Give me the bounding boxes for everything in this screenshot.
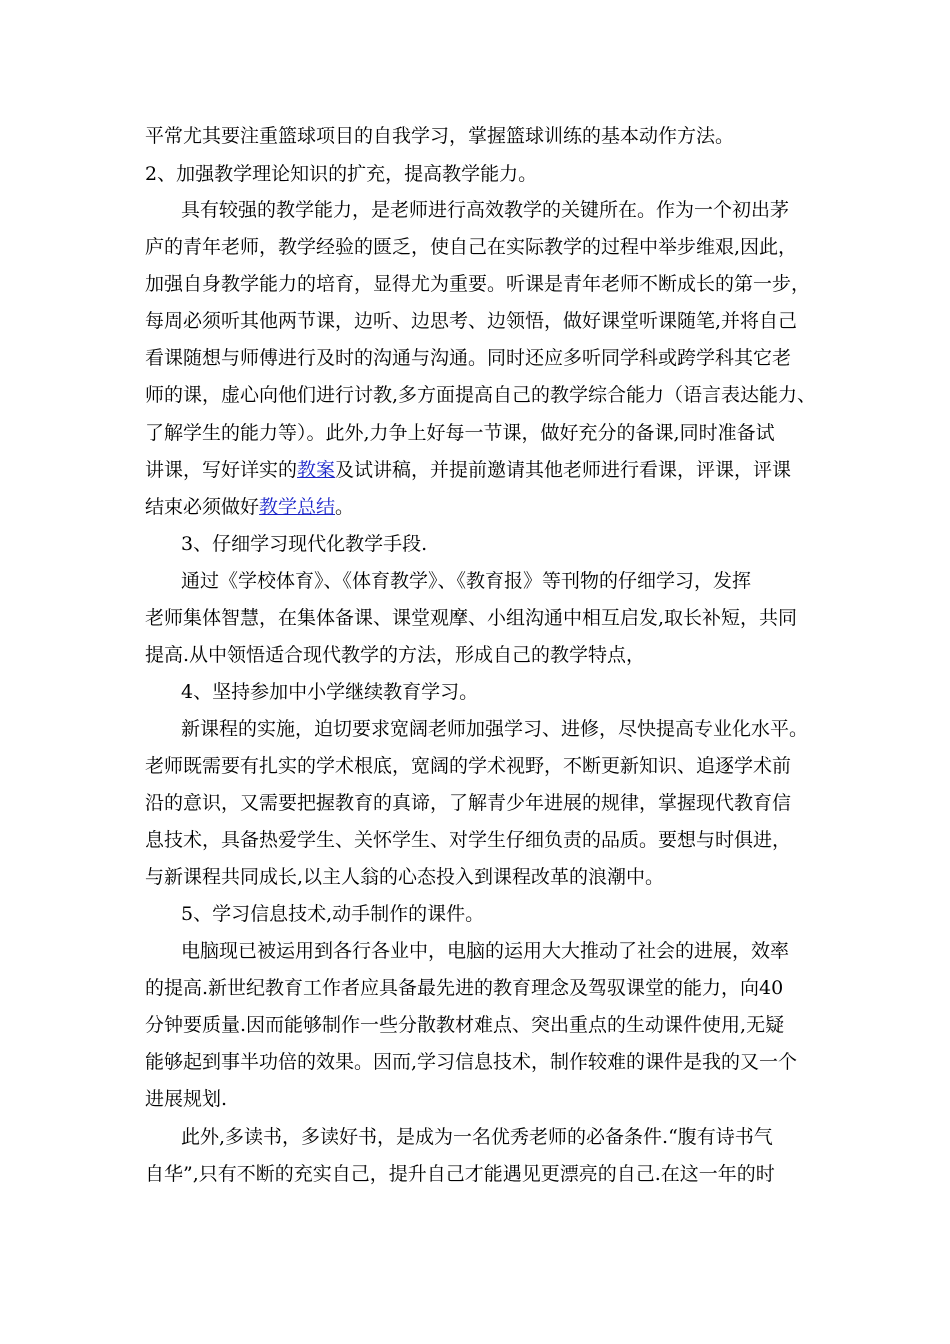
- body-text-line: 看课随想与师傅进行及时的沟通与沟通。同时还应多听同学科或跨学科其它老: [145, 347, 792, 369]
- body-text-line: 与新课程共同成长,以主人翁的心态投入到课程改革的浪潮中。: [145, 866, 665, 888]
- body-text-line: 分钟要质量.因而能够制作一些分散教材难点、突出重点的生动课件使用,无疑: [145, 1014, 785, 1036]
- body-text-line: 进展规划.: [145, 1088, 228, 1110]
- body-text-line: 息技术，具备热爱学生、关怀学生、对学生仔细负责的品质。要想与时俱进，: [145, 829, 792, 851]
- body-text-fragment: 及试讲稿，并提前邀请其他老师进行看课，评课，评课: [335, 459, 792, 481]
- body-text-line-with-link: [145, 489, 354, 525]
- body-text-line: 老师既需要有扎实的学术根底，宽阔的学术视野，不断更新知识、追逐学术前: [145, 755, 792, 777]
- body-text-line: 具有较强的教学能力，是老师进行高效教学的关键所在。作为一个初出茅: [181, 199, 790, 221]
- body-text-line: 沿的意识，又需要把握教育的真谛，了解青少年进展的规律，掌握现代教育信: [145, 792, 792, 814]
- body-text-fragment: 结束必须做好: [145, 496, 260, 518]
- body-text-line: 通过《学校体育》、《体育教学》、《教育报》等刊物的仔细学习，发挥: [181, 570, 752, 592]
- body-text-line: 提高.从中领悟适合现代教学的方法，形成自己的教学特点，: [145, 644, 646, 666]
- body-text-line: 电脑现已被运用到各行各业中，电脑的运用大大推动了社会的进展，效率: [181, 940, 790, 962]
- body-text-line: 老师集体智慧，在集体备课、课堂观摩、小组沟通中相互启发,取长补短，共同: [145, 607, 798, 629]
- body-text-line: 加强自身教学能力的培育，显得尤为重要。听课是青年老师不断成长的第一步，: [145, 273, 811, 295]
- body-text-line: 庐的青年老师，教学经验的匮乏，使自己在实际教学的过程中举步维艰,因此，: [145, 236, 798, 258]
- section-heading-2: 2、加强教学理论知识的扩充，提高教学能力。: [145, 163, 538, 185]
- body-text-line: 了解学生的能力等）。此外,力争上好每一节课，做好充分的备课,同时准备试: [145, 422, 775, 444]
- body-text-line-with-link: [145, 452, 791, 488]
- body-text-line: 每周必须听其他两节课，边听、边思考、边领悟，做好课堂听课随笔,并将自己: [145, 310, 798, 332]
- section-heading-4: 4、坚持参加中小学继续教育学习。: [181, 681, 479, 703]
- body-text-line: 平常尤其要注重篮球项目的自我学习，掌握篮球训练的基本动作方法。: [145, 125, 735, 147]
- body-text-fragment: 。: [335, 496, 355, 518]
- teaching-summary-link[interactable]: 教学总结: [259, 496, 336, 518]
- section-heading-5: 5、学习信息技术,动手制作的课件。: [181, 903, 485, 925]
- body-text-line: 师的课，虚心向他们进行讨教,多方面提高自己的教学综合能力（语言表达能力、: [145, 384, 817, 406]
- body-text-line: 此外,多读书，多读好书，是成为一名优秀老师的必备条件.“腹有诗书气: [181, 1126, 773, 1148]
- body-text-line: 新课程的实施，迫切要求宽阔老师加强学习、进修，尽快提高专业化水平。: [181, 718, 809, 740]
- body-text-line: 能够起到事半功倍的效果。因而,学习信息技术，制作较难的课件是我的又一个: [145, 1051, 798, 1073]
- body-text-fragment: 讲课，写好详实的: [145, 459, 298, 481]
- body-text-line: 的提高.新世纪教育工作者应具备最先进的教育理念及驾驭课堂的能力，向40: [145, 977, 784, 999]
- section-heading-3: 3、仔细学习现代化教学手段.: [181, 533, 428, 555]
- body-text-line: 自华”,只有不断的充实自己，提升自己才能遇见更漂亮的自己.在这一年的时: [145, 1163, 775, 1185]
- lesson-plan-link[interactable]: 教案: [297, 459, 336, 481]
